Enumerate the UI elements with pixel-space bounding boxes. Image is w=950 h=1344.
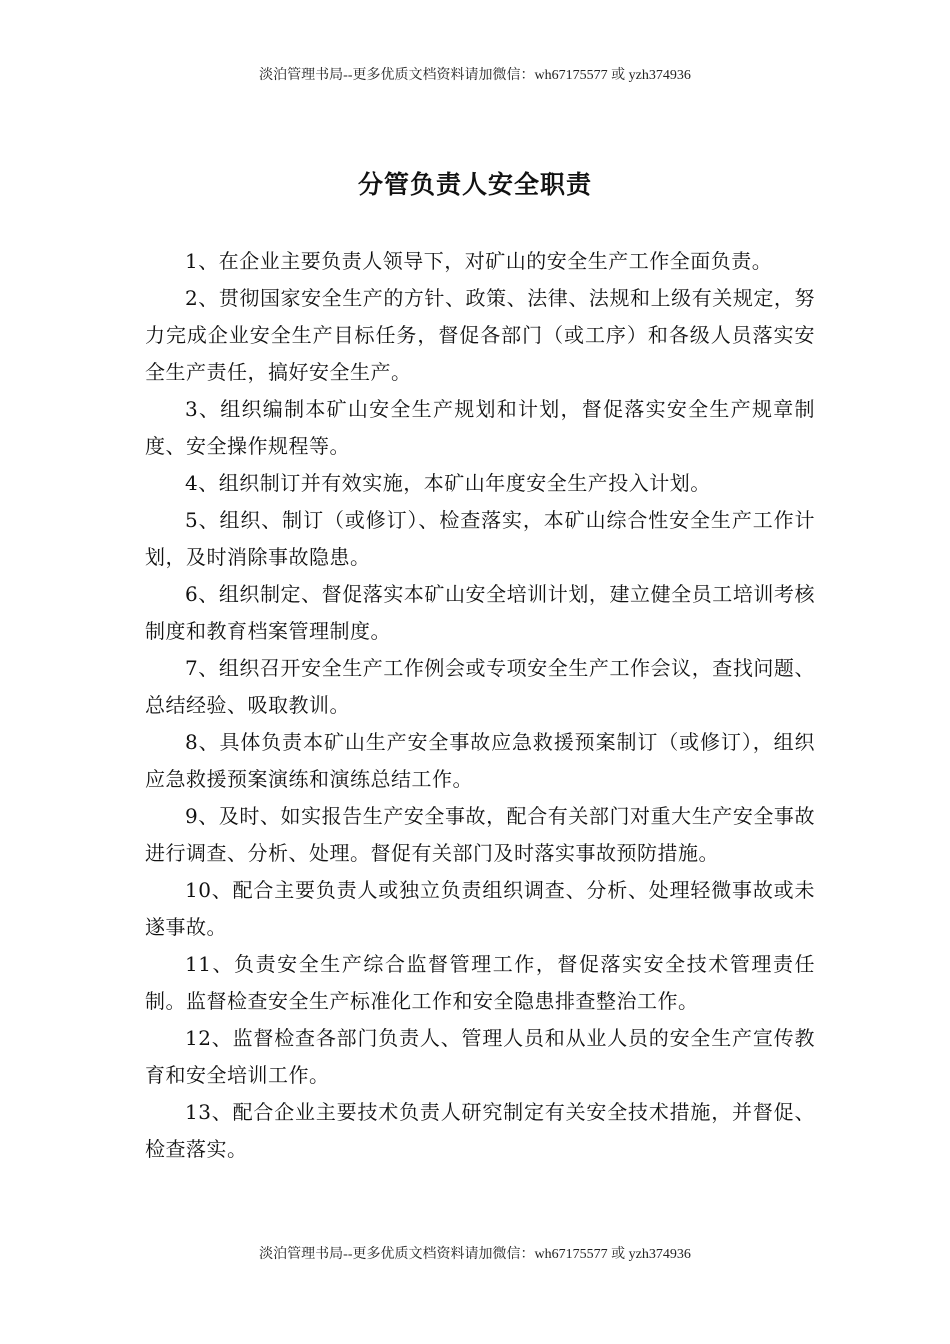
page-header: 淡泊管理书局--更多优质文档资料请加微信：wh67175577 或 yzh374936: [259, 68, 691, 83]
document-title: 分管负责人安全职责: [357, 170, 592, 199]
duty-item-4: 4、组织制订并有效实施，本矿山年度安全生产投入计划。: [185, 471, 711, 495]
duty-item-10: 10、配合主要负责人或独立负责组织调查、分析、处理轻微事故或未遂事故。: [145, 878, 815, 939]
duty-item-7: 7、组织召开安全生产工作例会或专项安全生产工作会议，查找问题、总结经验、吸取教训。: [145, 656, 815, 717]
duty-item-8: 8、具体负责本矿山生产安全事故应急救援预案制订（或修订），组织应急救援预案演练和演练总结工作。: [145, 730, 815, 791]
duty-item-5: 5、组织、制订（或修订）、检查落实，本矿山综合性安全生产工作计划，及时消除事故隐患。: [145, 508, 815, 569]
duty-item-2: 2、贯彻国家安全生产的方针、政策、法律、法规和上级有关规定，努力完成企业安全生产目标任务，督促各部门（或工序）和各级人员落实安全生产责任，搞好安全生产。: [145, 286, 815, 384]
duty-item-12: 12、监督检查各部门负责人、管理人员和从业人员的安全生产宣传教育和安全培训工作。: [145, 1026, 815, 1087]
duty-item-1: 1、在企业主要负责人领导下，对矿山的安全生产工作全面负责。: [185, 249, 773, 273]
page-footer: 淡泊管理书局--更多优质文档资料请加微信：wh67175577 或 yzh374936: [259, 1247, 691, 1262]
duty-item-9: 9、及时、如实报告生产安全事故，配合有关部门对重大生产安全事故进行调查、分析、处理。督促有关部门及时落实事故预防措施。: [145, 804, 815, 865]
duty-item-11: 11、负责安全生产综合监督管理工作，督促落实安全技术管理责任制。监督检查安全生产标准化工作和安全隐患排查整治工作。: [145, 952, 815, 1013]
duty-item-13: 13、配合企业主要技术负责人研究制定有关安全技术措施，并督促、检查落实。: [145, 1100, 815, 1161]
duty-item-3: 3、组织编制本矿山安全生产规划和计划，督促落实安全生产规章制度、安全操作规程等。: [145, 397, 815, 458]
duty-item-6: 6、组织制定、督促落实本矿山安全培训计划，建立健全员工培训考核制度和教育档案管理制度。: [145, 582, 815, 643]
duty-list: [145, 243, 815, 1168]
